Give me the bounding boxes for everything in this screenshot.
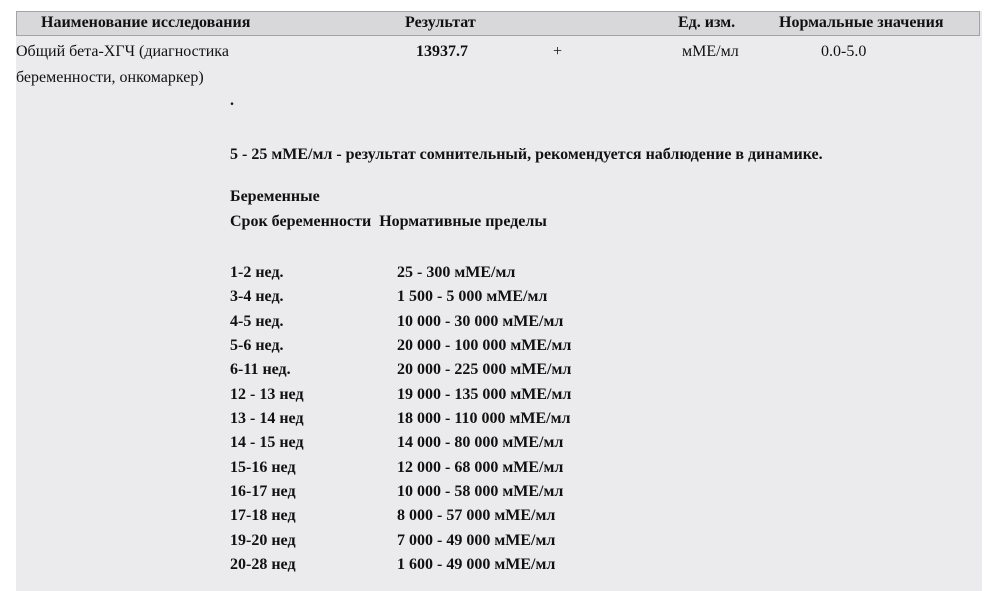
range-cell: 20 000 - 100 000 мМЕ/мл [397, 337, 572, 355]
range-cell: 25 - 300 мМЕ/мл [397, 264, 516, 281]
result-value: 13937.7 [416, 43, 468, 60]
pregnant-section-title: Беременные [230, 188, 320, 205]
term-cell: 4-5 нед. [230, 312, 284, 330]
normal-range: 0.0-5.0 [821, 43, 867, 60]
result-flag: + [553, 43, 563, 60]
term-cell: 12 - 13 нед [230, 385, 304, 403]
column-header-unit: Ед. изм. [678, 14, 736, 31]
range-cell: 12 000 - 68 000 мМЕ/мл [397, 458, 564, 476]
doubtful-result-note: 5 - 25 мМЕ/мл - результат сомнительный, рекомендуется наблюдение в динамике. [230, 146, 823, 163]
term-cell: 6-11 нед. [230, 361, 291, 379]
range-cell: 1 600 - 49 000 мМЕ/мл [397, 556, 556, 574]
results-table-header [16, 11, 980, 36]
term-cell: 15-16 нед [230, 458, 296, 476]
term-cell: 1-2 нед. [230, 264, 284, 281]
range-cell: 19 000 - 135 000 мМЕ/мл [397, 385, 572, 403]
range-cell: 8 000 - 57 000 мМЕ/мл [397, 507, 556, 525]
column-header-test-name: Наименование исследования [41, 14, 251, 31]
range-cell: 10 000 - 58 000 мМЕ/мл [397, 483, 564, 501]
column-header-range: Нормативные пределы [379, 213, 547, 230]
range-cell: 10 000 - 30 000 мМЕ/мл [397, 312, 564, 330]
range-cell: 20 000 - 225 000 мМЕ/мл [397, 361, 572, 379]
term-cell: 16-17 нед [230, 483, 296, 501]
term-cell: 3-4 нед. [230, 288, 284, 306]
column-header-term: Срок беременности [230, 213, 372, 230]
range-cell: 18 000 - 110 000 мМЕ/мл [397, 410, 571, 428]
result-unit: мМЕ/мл [682, 43, 739, 60]
reference-table-header [230, 213, 547, 231]
column-header-result: Результат [405, 14, 476, 31]
range-cell: 14 000 - 80 000 мМЕ/мл [397, 434, 564, 452]
term-cell: 19-20 нед [230, 531, 296, 549]
range-cell: 1 500 - 5 000 мМЕ/мл [397, 288, 548, 306]
term-cell: 5-6 нед. [230, 337, 284, 355]
term-cell: 14 - 15 нед [230, 434, 304, 452]
term-cell: 20-28 нед [230, 556, 296, 574]
test-name: Общий бета-ХГЧ (диагностика беременности, онкомаркер) [16, 43, 229, 86]
term-cell: 13 - 14 нед [230, 410, 304, 428]
term-cell: 17-18 нед [230, 507, 296, 525]
comment-dot: . [230, 92, 234, 109]
range-cell: 7 000 - 49 000 мМЕ/мл [397, 531, 556, 549]
column-header-normal-values: Нормальные значения [779, 14, 944, 31]
